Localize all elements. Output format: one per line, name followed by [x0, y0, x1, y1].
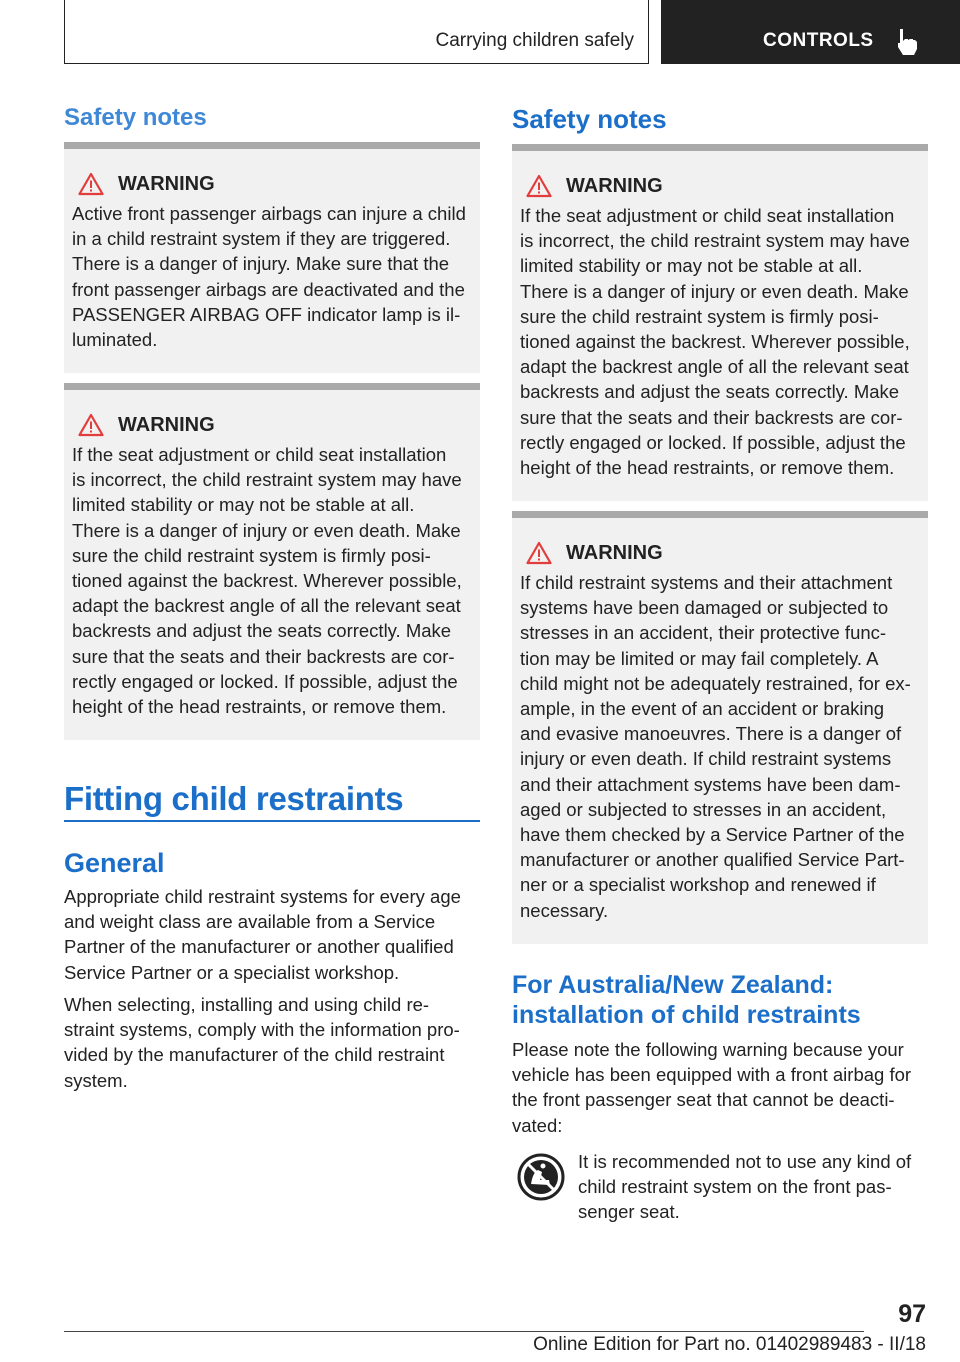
text-line: tioned against the backrest. Wherever possible, [72, 570, 462, 592]
text-line: sure the child restraint system is firmly posi- [72, 544, 431, 566]
text-line: height of the head restraints, or remove them. [520, 457, 895, 479]
text-line: height of the head restraints, or remove them. [72, 696, 447, 718]
text-line: and their attachment systems have been dam- [520, 773, 901, 795]
text-line: and weight class are available from a Service [64, 911, 436, 933]
text-line: child might not be adequately restrained, for ex- [520, 672, 911, 694]
warning-triangle-icon [78, 172, 104, 196]
text-line: manufacturer or another qualified Service Part- [520, 849, 905, 871]
text-line: Partner of the manufacturer or another qualified [64, 936, 454, 958]
text-line: When selecting, installing and using child re- [64, 994, 430, 1015]
text-line: Service Partner or a specialist workshop. [64, 961, 400, 983]
warning-title: WARNING [566, 174, 663, 197]
text-line: If child restraint systems and their attachment [520, 572, 893, 593]
text-line: backrests and adjust the seats correctly. Make [72, 620, 452, 642]
fitting-heading: Fitting child restraints [64, 780, 404, 817]
text-line: aged or subjected to stresses in an accident, [520, 798, 887, 820]
warning-box [64, 142, 480, 373]
australia-heading [512, 970, 928, 1030]
warning-header [520, 173, 920, 199]
text-line: straint systems, comply with the information pro- [64, 1019, 460, 1041]
footer-edition: Online Edition for Part no. 01402989483 - II/18 [533, 1334, 926, 1355]
text-line: child restraint system on the front pas- [578, 1176, 892, 1198]
text-line: adapt the backrest angle of all the relevant seat [520, 356, 909, 378]
text-line: limited stability or may not be stable at all. [72, 494, 415, 516]
text-line: is incorrect, the child restraint system may have [520, 230, 910, 252]
text-line: stresses in an accident, their protective func- [520, 622, 887, 644]
text-line: system. [64, 1069, 128, 1091]
text-line: tioned against the backrest. Wherever possible, [520, 331, 910, 353]
text-line: sure the child restraint system is firmly posi- [520, 305, 879, 327]
warning-text [72, 201, 472, 352]
heading-line: installation of child restraints [512, 1001, 861, 1029]
warning-title: WARNING [566, 541, 663, 564]
text-line: If the seat adjustment or child seat installation [520, 205, 895, 226]
warning-text [520, 203, 920, 480]
text-line: have them checked by a Service Partner of the [520, 824, 905, 846]
text-line: vehicle has been equipped with a front airbag for [512, 1064, 912, 1086]
text-line: in a child restraint system if they are triggered. [72, 228, 451, 250]
australia-paragraph [512, 1037, 928, 1138]
text-line: It is recommended not to use any kind of [578, 1151, 912, 1172]
text-line: the front passenger seat that cannot be deacti- [512, 1089, 895, 1111]
warning-box [512, 144, 928, 501]
safety-notes-heading: Safety notes [64, 104, 207, 131]
text-line: senger seat. [578, 1201, 680, 1223]
text-line: ample, in the event of an accident or braking [520, 698, 885, 720]
text-line: ner or a specialist workshop and renewed if [520, 874, 876, 896]
text-line: Active front passenger airbags can injure a child [72, 203, 466, 224]
text-line: There is a danger of injury. Make sure that the [72, 253, 450, 275]
heading-rule [64, 820, 480, 822]
text-line: is incorrect, the child restraint system may have [72, 469, 462, 491]
australia-note [578, 1149, 930, 1225]
warning-header [72, 412, 472, 438]
text-line: luminated. [72, 329, 158, 351]
text-line: sure that the seats and their backrests are cor- [72, 645, 455, 667]
no-child-seat-icon [516, 1152, 566, 1202]
text-line: necessary. [520, 899, 609, 921]
text-line: PASSENGER AIRBAG OFF indicator lamp is il- [72, 303, 461, 325]
general-paragraph-2 [64, 992, 480, 1093]
warning-box [512, 511, 928, 944]
warning-box [64, 383, 480, 740]
safety-notes-heading: Safety notes [512, 104, 667, 134]
warning-title: WARNING [118, 172, 215, 195]
text-line: Please note the following warning because your [512, 1039, 904, 1060]
warning-triangle-icon [78, 413, 104, 437]
warning-text [72, 442, 472, 719]
warning-triangle-icon [526, 541, 552, 565]
text-line: limited stability or may not be stable at all. [520, 255, 863, 277]
warning-title: WARNING [118, 413, 215, 436]
text-line: rectly engaged or locked. If possible, adjust the [520, 431, 906, 453]
text-line: front passenger airbags are deactivated and the [72, 278, 465, 300]
text-line: injury or even death. If child restraint systems [520, 748, 892, 770]
warning-header [520, 540, 920, 566]
text-line: Appropriate child restraint systems for every age [64, 886, 461, 907]
text-line: tion may be limited or may fail completely. A [520, 647, 879, 669]
warning-header [72, 171, 472, 197]
text-line: sure that the seats and their backrests are cor- [520, 406, 903, 428]
text-line: There is a danger of injury or even death. Make [520, 280, 909, 302]
left-column [64, 0, 480, 1300]
header-section-title: Carrying children safely [435, 30, 634, 51]
text-line: rectly engaged or locked. If possible, adjust the [72, 670, 458, 692]
general-paragraph-1 [64, 884, 480, 985]
header-chapter-label: CONTROLS [763, 30, 874, 51]
text-line: vided by the manufacturer of the child restraint [64, 1044, 445, 1066]
heading-line: For Australia/New Zealand: [512, 971, 834, 999]
text-line: vated: [512, 1114, 563, 1136]
text-line: backrests and adjust the seats correctly. Make [520, 381, 900, 403]
text-line: adapt the backrest angle of all the relevant seat [72, 595, 461, 617]
text-line: If the seat adjustment or child seat installation [72, 444, 447, 465]
page-number: 97 [898, 1300, 926, 1328]
general-heading: General [64, 848, 165, 878]
text-line: and evasive manoeuvres. There is a danger of [520, 723, 902, 745]
text-line: There is a danger of injury or even death. Make [72, 519, 461, 541]
text-line: systems have been damaged or subjected to [520, 597, 889, 619]
warning-text [520, 570, 920, 923]
right-column [512, 0, 928, 1300]
warning-triangle-icon [526, 174, 552, 198]
footer-rule [64, 1331, 864, 1332]
